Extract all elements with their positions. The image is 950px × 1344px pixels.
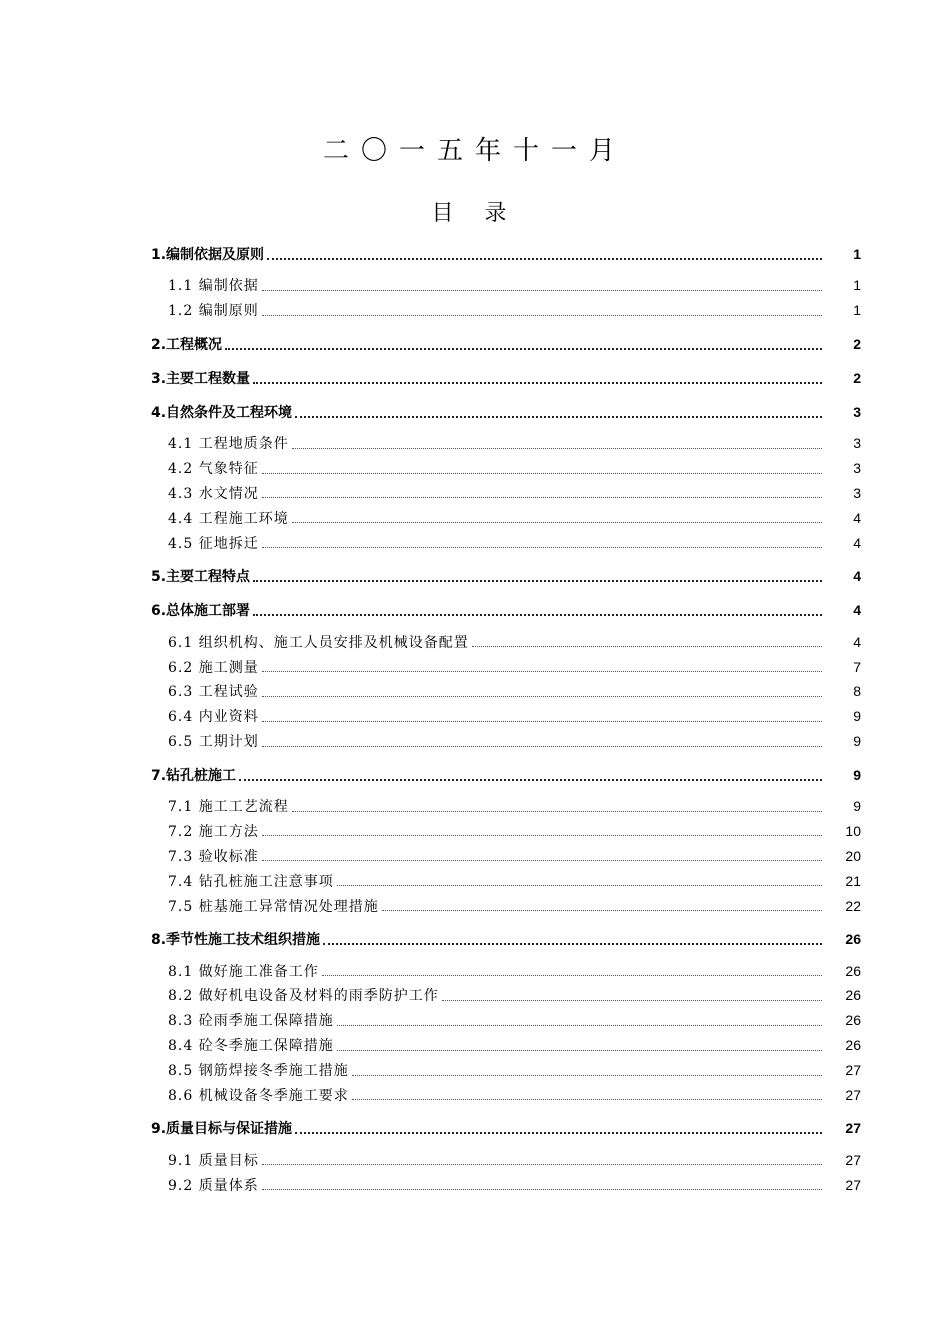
toc-chapter-entry[interactable]: [151, 926, 861, 952]
toc-section-entry[interactable]: [151, 1008, 861, 1033]
toc-chapter-entry[interactable]: [151, 241, 861, 267]
table-of-contents: [151, 241, 861, 1197]
dot-leader: [262, 835, 822, 836]
toc-entry-page-number: 4: [853, 509, 861, 526]
toc-entry-page-number: 9: [853, 766, 861, 783]
dot-leader: [295, 416, 822, 418]
toc-entry-label: 6.总体施工部署: [151, 603, 251, 620]
toc-section-entry[interactable]: [151, 704, 861, 729]
toc-section-entry[interactable]: [151, 481, 861, 506]
toc-entry-label: 6.1 组织机构、施工人员安排及机械设备配置: [168, 634, 469, 651]
toc-entry-page-number: 4: [853, 534, 861, 551]
toc-section-entry[interactable]: [151, 729, 861, 754]
toc-entry-page-number: 4: [853, 602, 861, 619]
toc-section-entry[interactable]: [151, 1172, 861, 1197]
toc-entry-label: 8.6 机械设备冬季施工要求: [168, 1088, 349, 1105]
toc-entry-page-number: 27: [845, 1120, 861, 1137]
toc-section-entry[interactable]: [151, 654, 861, 679]
dot-leader: [292, 522, 822, 523]
toc-entry-label: 8.2 做好机电设备及材料的雨季防护工作: [168, 988, 439, 1005]
toc-entry-page-number: 21: [845, 872, 861, 889]
toc-section-entry[interactable]: [151, 456, 861, 481]
dot-leader: [337, 885, 822, 886]
dot-leader: [267, 258, 822, 260]
toc-entry-label: 8.1 做好施工准备工作: [168, 963, 319, 980]
toc-section-entry[interactable]: [151, 530, 861, 555]
toc-entry-page-number: 1: [853, 302, 861, 319]
toc-section-entry[interactable]: [151, 1033, 861, 1058]
toc-entry-page-number: 27: [845, 1062, 861, 1079]
toc-entry-label: 9.质量目标与保证措施: [151, 1121, 293, 1138]
toc-section-entry[interactable]: [151, 298, 861, 323]
toc-entry-label: 3.主要工程数量: [151, 370, 251, 387]
dot-leader: [295, 1132, 822, 1134]
toc-entry-label: 1.1 编制依据: [168, 278, 259, 295]
toc-entry-label: 7.5 桩基施工异常情况处理措施: [168, 898, 379, 915]
toc-section-entry[interactable]: [151, 868, 861, 893]
dot-leader: [337, 1050, 822, 1051]
dot-leader: [352, 1075, 822, 1076]
toc-entry-label: 4.自然条件及工程环境: [151, 404, 293, 421]
toc-section-entry[interactable]: [151, 1083, 861, 1108]
toc-section-entry[interactable]: [151, 794, 861, 819]
toc-entry-label: 7.3 验收标准: [168, 848, 259, 865]
toc-chapter-entry[interactable]: [151, 597, 861, 623]
toc-entry-page-number: 3: [853, 403, 861, 420]
toc-section-entry[interactable]: [151, 958, 861, 983]
toc-entry-page-number: 3: [853, 435, 861, 452]
toc-entry-page-number: 1: [853, 277, 861, 294]
toc-entry-label: 1.2 编制原则: [168, 303, 259, 320]
toc-entry-page-number: 1: [853, 246, 861, 262]
toc-entry-page-number: 27: [845, 1176, 861, 1193]
dot-leader: [262, 315, 822, 316]
toc-entry-label: 6.3 工程试验: [168, 684, 259, 701]
dot-leader: [292, 448, 822, 449]
toc-chapter-entry[interactable]: [151, 1115, 861, 1141]
toc-entry-page-number: 4: [853, 633, 861, 650]
toc-section-entry[interactable]: [151, 843, 861, 868]
toc-entry-label: 9.1 质量目标: [168, 1152, 259, 1169]
toc-entry-label: 5.主要工程特点: [151, 569, 251, 586]
toc-entry-label: 7.4 钻孔桩施工注意事项: [168, 873, 334, 890]
toc-entry-label: 2.工程概况: [151, 336, 223, 353]
dot-leader: [262, 1164, 822, 1165]
dot-leader: [239, 779, 822, 781]
dot-leader: [262, 860, 822, 861]
dot-leader: [442, 1000, 822, 1001]
dot-leader: [262, 547, 822, 548]
toc-entry-page-number: 9: [853, 733, 861, 750]
toc-section-entry[interactable]: [151, 505, 861, 530]
dot-leader: [262, 696, 822, 697]
toc-entry-page-number: 26: [845, 1012, 861, 1029]
toc-heading: 目 录: [431, 201, 519, 226]
toc-entry-label: 7.1 施工工艺流程: [168, 799, 289, 816]
toc-entry-page-number: 8: [853, 683, 861, 700]
toc-entry-label: 4.2 气象特征: [168, 461, 259, 478]
toc-entry-page-number: 10: [845, 823, 861, 840]
toc-chapter-entry[interactable]: [151, 762, 861, 788]
toc-section-entry[interactable]: [151, 819, 861, 844]
toc-section-entry[interactable]: [151, 893, 861, 918]
toc-entry-page-number: 22: [845, 897, 861, 914]
dot-leader: [352, 1099, 822, 1100]
dot-leader: [337, 1025, 822, 1026]
toc-entry-label: 6.4 内业资料: [168, 709, 259, 726]
toc-entry-page-number: 20: [845, 847, 861, 864]
toc-entry-label: 8.季节性施工技术组织措施: [151, 932, 321, 949]
toc-entry-label: 6.2 施工测量: [168, 659, 259, 676]
dot-leader: [225, 348, 822, 350]
toc-entry-label: 8.5 钢筋焊接冬季施工措施: [168, 1063, 349, 1080]
dot-leader: [292, 811, 822, 812]
toc-entry-page-number: 26: [845, 1037, 861, 1054]
toc-entry-page-number: 3: [853, 460, 861, 477]
toc-entry-page-number: 4: [853, 568, 861, 585]
toc-entry-label: 9.2 质量体系: [168, 1177, 259, 1194]
toc-section-entry[interactable]: [151, 1058, 861, 1083]
toc-entry-page-number: 27: [845, 1151, 861, 1168]
toc-chapter-entry[interactable]: [151, 365, 861, 391]
dot-leader: [262, 1189, 822, 1190]
dot-leader: [262, 746, 822, 747]
toc-chapter-entry[interactable]: [151, 331, 861, 357]
toc-entry-page-number: 26: [845, 931, 861, 948]
toc-section-entry[interactable]: [151, 679, 861, 704]
dot-leader: [262, 290, 822, 291]
dot-leader: [262, 721, 822, 722]
toc-entry-page-number: 26: [845, 987, 861, 1004]
toc-entry-page-number: 9: [853, 708, 861, 725]
toc-entry-page-number: 26: [845, 962, 861, 979]
toc-entry-label: 8.3 砼雨季施工保障措施: [168, 1013, 334, 1030]
toc-section-entry[interactable]: [151, 431, 861, 456]
dot-leader: [262, 671, 822, 672]
toc-section-entry[interactable]: [151, 1147, 861, 1172]
dot-leader: [253, 382, 822, 384]
toc-entry-page-number: 2: [853, 335, 861, 352]
toc-entry-label: 1.编制依据及原则: [151, 247, 265, 263]
dot-leader: [253, 614, 822, 616]
toc-entry-label: 4.5 征地拆迁: [168, 535, 259, 552]
dot-leader: [323, 943, 822, 945]
dot-leader: [262, 473, 822, 474]
dot-leader: [472, 646, 822, 647]
toc-entry-page-number: 2: [853, 369, 861, 386]
toc-entry-page-number: 9: [853, 798, 861, 815]
toc-entry-label: 4.3 水文情况: [168, 486, 259, 502]
toc-entry-label: 8.4 砼冬季施工保障措施: [168, 1038, 334, 1055]
toc-chapter-entry[interactable]: [151, 399, 861, 425]
toc-entry-label: 7.2 施工方法: [168, 824, 259, 841]
document-date: 二〇一五年十一月: [322, 136, 627, 166]
toc-entry-label: 4.1 工程地质条件: [168, 436, 289, 453]
dot-leader: [382, 910, 822, 911]
toc-entry-label: 7.钻孔桩施工: [151, 767, 237, 784]
dot-leader: [253, 580, 822, 582]
toc-entry-label: 4.4 工程施工环境: [168, 510, 289, 527]
toc-chapter-entry[interactable]: [151, 563, 861, 589]
toc-entry-label: 6.5 工期计划: [168, 734, 259, 751]
toc-entry-page-number: 27: [845, 1087, 861, 1104]
toc-section-entry[interactable]: [151, 983, 861, 1008]
dot-leader: [322, 975, 822, 976]
toc-section-entry[interactable]: [151, 273, 861, 298]
toc-entry-page-number: 7: [853, 658, 861, 675]
dot-leader: [262, 497, 822, 498]
toc-entry-page-number: 3: [853, 485, 861, 501]
toc-section-entry[interactable]: [151, 629, 861, 654]
